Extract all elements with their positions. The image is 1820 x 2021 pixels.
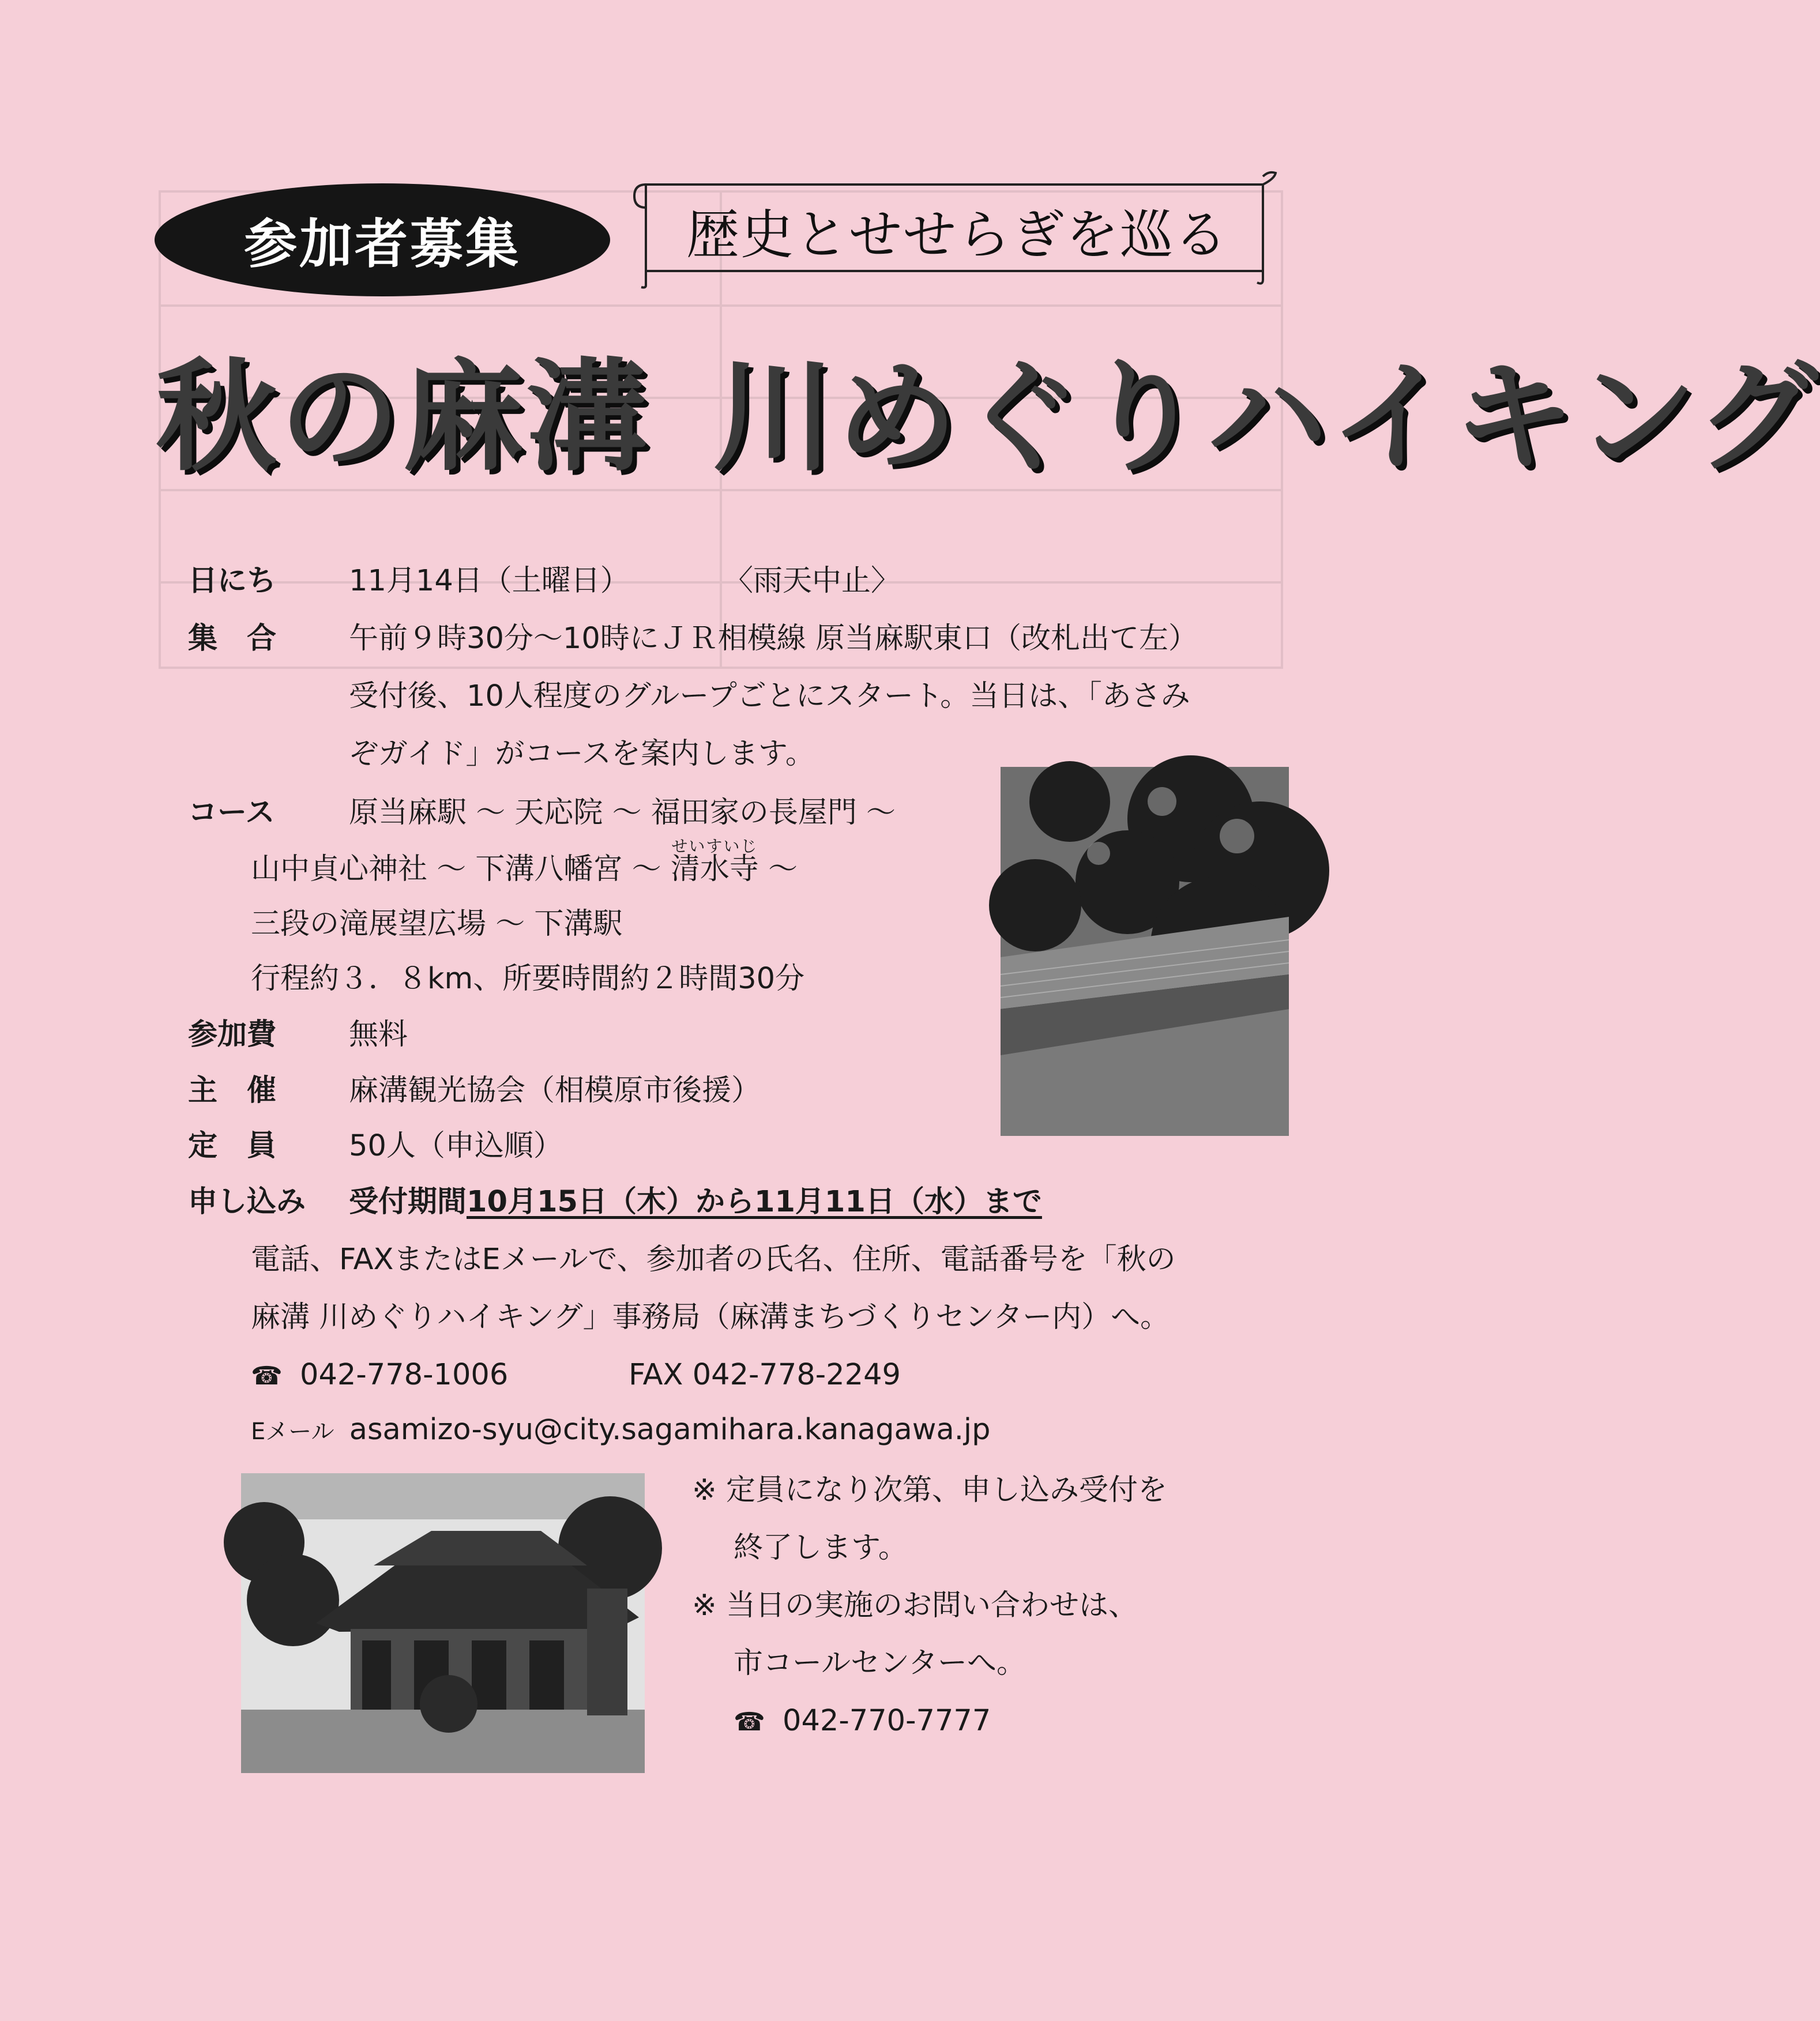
note1-line2: 終了します。 [734, 1531, 908, 1565]
host-label: 主 催 [188, 1074, 277, 1108]
course-line2 [251, 837, 798, 887]
host-value: 麻溝観光協会（相模原市後援） [349, 1074, 761, 1108]
fee-label: 参加費 [188, 1018, 277, 1052]
badge-text: 参加者募集 [243, 213, 521, 275]
meeting-line1: 午前９時30分～10時にＪＲ相模線 原当麻駅東口（改札出て左） [349, 622, 1198, 656]
capacity-value: 50人（申込順） [349, 1129, 563, 1163]
course-label: コース [188, 796, 275, 830]
note2-line1: ※ 当日の実施のお問い合わせは、 [692, 1589, 1138, 1623]
date-note: 〈雨天中止〉 [724, 564, 901, 598]
seisuiji-ruby [670, 837, 759, 887]
note1-line1: ※ 定員になり次第、申し込み受付を [692, 1473, 1167, 1507]
seisuiji-reading: せいすいじ [671, 837, 758, 856]
date-label: 日にち [188, 564, 277, 598]
meeting-label: 集 合 [188, 622, 277, 656]
apply-tel-row [251, 1358, 508, 1394]
fee-value: 無料 [349, 1018, 408, 1052]
main-title-part-a: 秋の麻溝 [156, 347, 650, 488]
main-title [156, 320, 1820, 494]
note2-line2: 市コールセンターへ。 [734, 1646, 1026, 1680]
main-title-part-b: 川めぐりハイキング [713, 347, 1820, 488]
course-line2-b: ～ [758, 852, 798, 886]
apply-email-row [251, 1413, 990, 1449]
apply-period [349, 1185, 1042, 1220]
meeting-line3: ぞガイド」がコースを案内します。 [349, 737, 815, 771]
call-center-tel[interactable]: 042-770-7777 [783, 1704, 991, 1738]
apply-line2: 麻溝 川めぐりハイキング」事務局（麻溝まちづくりセンター内）へ。 [251, 1300, 1170, 1334]
capacity-label: 定 員 [188, 1129, 277, 1163]
phone-icon: ☎ [251, 1361, 283, 1391]
scroll-banner [629, 173, 1280, 288]
apply-period-value: 10月15日（木）から11月11日（水）まで [467, 1185, 1042, 1219]
note-tel-row [734, 1704, 991, 1740]
apply-tel[interactable]: 042-778-1006 [300, 1358, 509, 1392]
apply-email[interactable]: asamizo-syu@city.sagamihara.kanagawa.jp [349, 1413, 991, 1447]
apply-fax: FAX 042-778-2249 [629, 1358, 901, 1392]
date-value: 11月14日（土曜日） [349, 564, 630, 598]
phone-icon: ☎ [734, 1707, 765, 1737]
email-label: Eメール [251, 1418, 334, 1445]
course-line3: 三段の滝展望広場 ～ 下溝駅 [251, 907, 623, 941]
apply-label: 申し込み [188, 1185, 306, 1219]
course-line2-a: 山中貞心神社 ～ 下溝八幡宮 ～ [251, 852, 671, 886]
scroll-title: 歴史とせせらぎを巡る [686, 204, 1228, 266]
seisuiji-base: 清水寺 [670, 852, 759, 886]
apply-line1: 電話、FAXまたはEメールで、参加者の氏名、住所、電話番号を「秋の [251, 1243, 1176, 1277]
temple-photo [241, 1473, 645, 1773]
river-path-photo [1001, 767, 1289, 1136]
meeting-line2: 受付後、10人程度のグループごとにスタート。当日は、「あさみ [349, 679, 1190, 713]
recruitment-badge [155, 183, 610, 296]
apply-period-label: 受付期間 [349, 1185, 467, 1219]
course-line4: 行程約３．８km、所要時間約２時間30分 [251, 962, 805, 996]
course-line1: 原当麻駅 ～ 天応院 ～ 福田家の長屋門 ～ [349, 796, 896, 830]
